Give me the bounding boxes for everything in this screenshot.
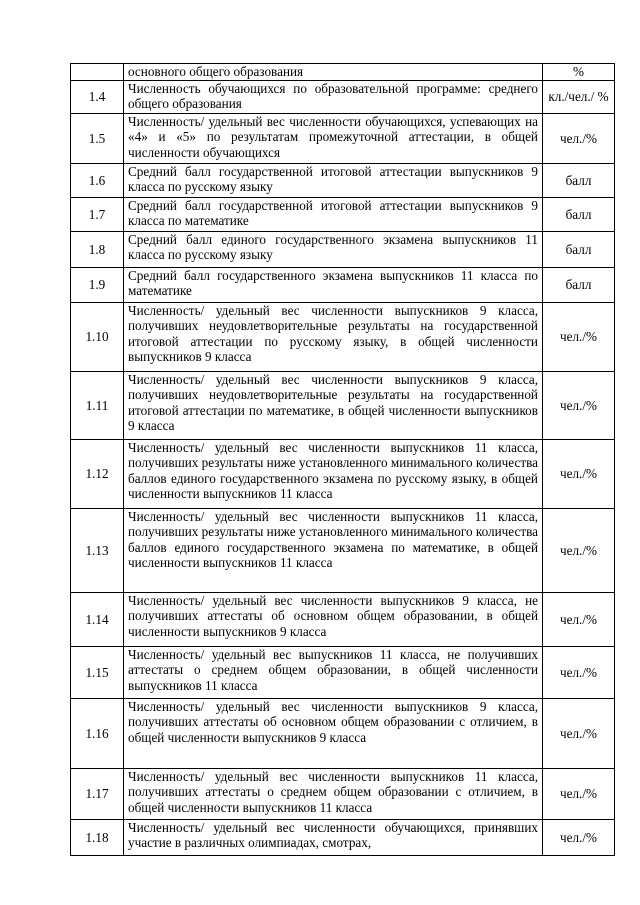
row-description: Численность/ удельный вес численности выпускников 9 класса, не получивших аттестаты об основном общем образовании, в общей численности выпускников 9 класса [124, 593, 543, 647]
row-description: Средний балл государственной итоговой аттестации выпускников 9 класса по русскому языку [124, 164, 543, 198]
row-number: 1.5 [71, 114, 124, 164]
table-row [71, 303, 615, 372]
table-row [71, 114, 615, 164]
row-unit: чел./% [543, 509, 615, 593]
row-number: 1.14 [71, 593, 124, 647]
row-description: основного общего образования [124, 64, 543, 81]
row-unit: чел./% [543, 647, 615, 699]
row-description: Средний балл государственной итоговой аттестации выпускников 9 класса по математике [124, 198, 543, 232]
row-unit: чел./% [543, 440, 615, 509]
row-description: Численность/ удельный вес численности выпускников 11 класса, получивших результаты ниже установленного минимального количества баллов единого государственного экзамена по русскому языку, в общей численности выпускников 11 класса [124, 440, 543, 509]
table-row [71, 268, 615, 303]
row-unit: чел./% [543, 699, 615, 769]
row-number: 1.13 [71, 509, 124, 593]
table-row [71, 64, 615, 81]
table-row [71, 647, 615, 699]
row-description: Численность/ удельный вес численности выпускников 11 класса, получивших аттестаты о среднем общем образовании с отличием, в общей численности выпускников 11 класса [124, 769, 543, 820]
row-number: 1.11 [71, 372, 124, 440]
table-row [71, 769, 615, 820]
table-row [71, 81, 615, 114]
table-row [71, 440, 615, 509]
table-row [71, 198, 615, 232]
table-row [71, 232, 615, 268]
row-description: Численность/ удельный вес численности обучающихся, принявших участие в различных олимпиадах, смотрах, [124, 820, 543, 856]
indicators-table [70, 63, 615, 856]
row-unit: % [543, 64, 615, 81]
table-row [71, 164, 615, 198]
row-description: Численность обучающихся по образовательной программе: среднего общего образования [124, 81, 543, 114]
table-row [71, 509, 615, 593]
row-number: 1.7 [71, 198, 124, 232]
table-row [71, 593, 615, 647]
row-description: Численность/ удельный вес численности выпускников 9 класса, получивших неудовлетворительные результаты на государственной итоговой аттестации по математике, в общей численности выпускников 9 класса [124, 372, 543, 440]
row-unit: чел./% [543, 769, 615, 820]
row-number: 1.8 [71, 232, 124, 268]
row-number: 1.15 [71, 647, 124, 699]
row-unit: кл./чел./ % [543, 81, 615, 114]
table-row [71, 372, 615, 440]
row-number: 1.10 [71, 303, 124, 372]
row-description: Численность/ удельный вес численности обучающихся, успевающих на «4» и «5» по результатам промежуточной аттестации, в общей численности обучающихся [124, 114, 543, 164]
table-row [71, 820, 615, 856]
row-number: 1.4 [71, 81, 124, 114]
row-number: 1.12 [71, 440, 124, 509]
row-unit: балл [543, 164, 615, 198]
row-description: Численность/ удельный вес численности выпускников 9 класса, получивших аттестаты об основном общем образовании с отличием, в общей численности выпускников 9 класса [124, 699, 543, 769]
row-number: 1.16 [71, 699, 124, 769]
row-number: 1.18 [71, 820, 124, 856]
table-row [71, 699, 615, 769]
row-unit: балл [543, 268, 615, 303]
row-unit: чел./% [543, 303, 615, 372]
row-unit: чел./% [543, 593, 615, 647]
row-number [71, 64, 124, 81]
row-number: 1.9 [71, 268, 124, 303]
row-unit: чел./% [543, 372, 615, 440]
row-description: Численность/ удельный вес численности выпускников 9 класса, получивших неудовлетворительные результаты на государственной итоговой аттестации по русскому языку, в общей численности выпускников 9 класса [124, 303, 543, 372]
row-unit: балл [543, 232, 615, 268]
row-description: Численность/ удельный вес выпускников 11 класса, не получивших аттестаты о среднем общем образовании, в общей численности выпускников 11 класса [124, 647, 543, 699]
row-description: Средний балл единого государственного экзамена выпускников 11 класса по русскому языку [124, 232, 543, 268]
row-number: 1.6 [71, 164, 124, 198]
row-unit: чел./% [543, 820, 615, 856]
row-number: 1.17 [71, 769, 124, 820]
row-unit: чел./% [543, 114, 615, 164]
row-description: Средний балл государственного экзамена выпускников 11 класса по математике [124, 268, 543, 303]
row-description: Численность/ удельный вес численности выпускников 11 класса, получивших результаты ниже установленного минимального количества баллов единого государственного экзамена по математике, в общей численности выпускников 11 класса [124, 509, 543, 593]
row-unit: балл [543, 198, 615, 232]
